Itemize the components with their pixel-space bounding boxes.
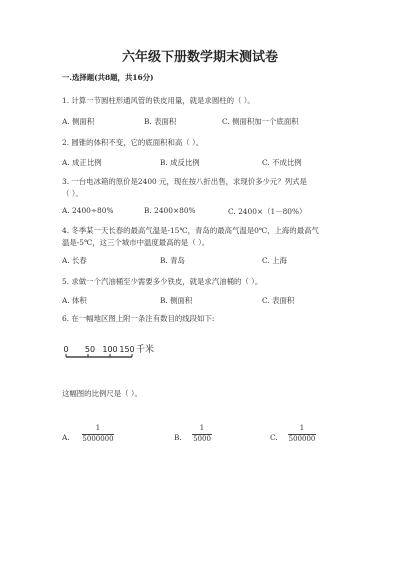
fraction-denominator: 5000: [193, 435, 211, 443]
scale-bar: [64, 343, 174, 367]
q4-option-c: C. 上海: [262, 256, 287, 265]
fraction-numerator: 1: [95, 424, 101, 432]
question-1-stem: 1. 计算一节圆柱形通风管的铁皮用量，就是求圆柱的（ ）。: [62, 96, 255, 105]
exam-title: 六年级下册数学期末测试卷: [121, 50, 278, 65]
q5-option-b: B. 侧面积: [160, 296, 193, 305]
q4-option-b: B. 青岛: [160, 256, 185, 265]
q5-option-a: A. 体积: [62, 296, 87, 305]
q1-option-c: C. 侧面积加一个底面积: [222, 117, 299, 126]
question-4-stem-line2: 温是-5℃，这三个城市中温度最高的是（ ）。: [62, 238, 210, 247]
fraction-numerator: 1: [299, 424, 305, 432]
q3-option-b: B. 2400×80%: [144, 206, 196, 215]
q5-option-c: C. 表面积: [262, 296, 295, 305]
fraction-denominator: 5000000: [82, 435, 114, 443]
q6-option-c-fraction: [288, 424, 316, 444]
question-4-stem-line1: 4. 冬季某一天长春的最高气温是-15℃，青岛的最高气温是0℃，上海的最高气: [62, 226, 319, 235]
scale-tick-150: 150: [119, 345, 135, 354]
q6-option-b-fraction: [192, 424, 212, 444]
q2-option-c: C. 不成比例: [262, 158, 302, 167]
q6-option-a-fraction: [82, 424, 114, 444]
section-heading: 一.选择题(共8题，共16分): [62, 73, 154, 82]
q1-option-a: A. 侧面积: [62, 117, 95, 126]
q3-option-a: A. 2400÷80%: [62, 206, 114, 215]
question-2-stem: 2. 圆锥的体积不变，它的底面积和高（ ）。: [62, 138, 204, 147]
q2-option-a: A. 成正比例: [62, 158, 102, 167]
question-3-stem-line1: 3. 一台电冰箱的原价是2400 元，现在按八折出售，求现价多少元？列式是: [62, 177, 307, 186]
scale-tick-50: 50: [84, 345, 96, 354]
question-3-stem-line2: （ ）。: [62, 189, 83, 198]
fraction-denominator: 500000: [288, 435, 316, 443]
q2-option-b: B. 成反比例: [160, 158, 200, 167]
q6-option-a-letter: A.: [62, 433, 70, 442]
scale-tick-100: 100: [102, 345, 118, 354]
q6-option-b-letter: B.: [174, 433, 182, 442]
fraction-numerator: 1: [199, 424, 205, 432]
question-5-stem: 5. 求做一个汽油桶至少需要多少铁皮，就是求汽油桶的（ ）。: [62, 277, 263, 286]
q3-option-c: C. 2400×（1－80%）: [228, 207, 307, 216]
q1-option-b: B. 表面积: [144, 117, 177, 126]
scale-tick-0: 0: [63, 345, 69, 354]
q6-option-c-letter: C.: [270, 433, 278, 442]
scale-unit: 千米: [136, 345, 155, 355]
question-6-prompt: 这幅图的比例尺是（ ）。: [62, 389, 142, 398]
q4-option-a: A. 长春: [62, 256, 87, 265]
question-6-stem: 6. 在一幅地区图上附一条注有数目的线段如下:: [62, 314, 215, 323]
